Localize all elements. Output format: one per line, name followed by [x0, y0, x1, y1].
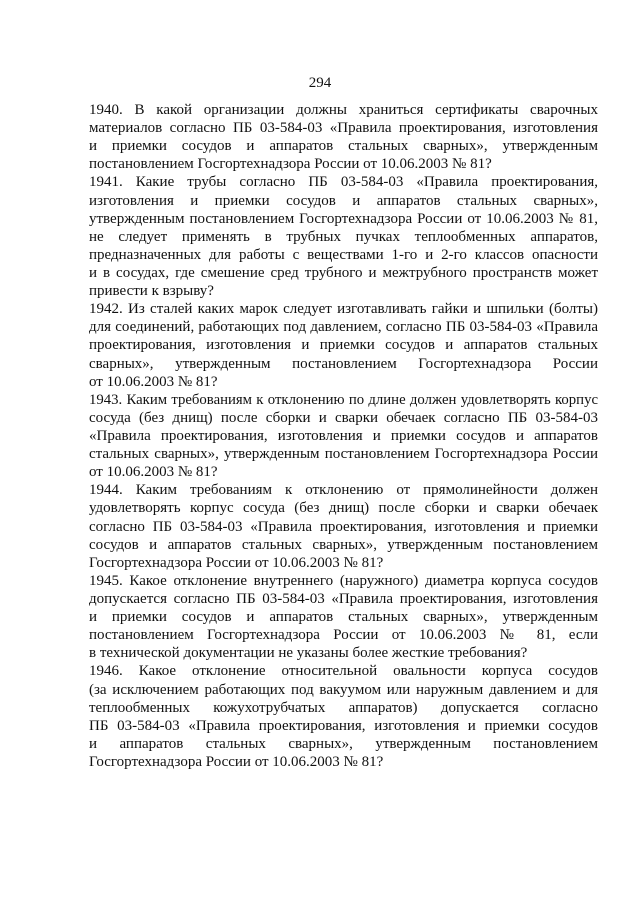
question-1942-line: 1942. Из сталей каких марок следует изготавливать гайки и шпильки (болты): [89, 301, 598, 318]
question-1941-line: не следует применять в трубных пучках теплообменных аппаратов,: [89, 228, 598, 245]
question-1944-line: удовлетворять корпус сосуда (без днищ) после сборки и сварки обечаек: [89, 500, 598, 517]
question-1940-line: постановлением Госгортехнадзора России от 10.06.2003 № 81?: [89, 156, 492, 173]
question-1940-line: и приемки сосудов и аппаратов стальных сварных», утвержденным: [89, 138, 598, 155]
question-1941: [89, 173, 598, 300]
question-1942-line: от 10.06.2003 № 81?: [89, 373, 218, 390]
question-1940-line: 1940. В какой организации должны храниться сертификаты сварочных: [89, 102, 598, 118]
question-1944-line: 1944. Каким требованиям к отклонению от прямолинейности должен: [89, 482, 598, 499]
question-1943-line: 1943. Каким требованиям к отклонению по длине должен удовлетворять корпус: [89, 391, 598, 408]
question-1941-line: предназначенных для работы с веществами 1-го и 2-го классов опасности: [89, 246, 598, 263]
question-1945-line: допускается согласно ПБ 03-584-03 «Правила проектирования, изготовления: [89, 590, 598, 607]
question-1946-line: и аппаратов стальных сварных», утвержденным постановлением: [89, 735, 598, 752]
question-1946-line: теплообменных кожухотрубчатых аппаратов) допускается согласно: [89, 699, 598, 716]
question-1942-line: сварных», утвержденным постановлением Госгортехнадзора России: [89, 355, 598, 372]
question-1946-line: Госгортехнадзора России от 10.06.2003 № 81?: [89, 753, 384, 770]
question-1944-line: Госгортехнадзора России от 10.06.2003 № 81?: [89, 554, 384, 571]
question-1946-line: (за исключением работающих под вакуумом или наружным давлением и для: [89, 681, 598, 698]
question-1940: [89, 101, 598, 173]
question-1943-line: «Правила проектирования, изготовления и приемки сосудов и аппаратов: [89, 427, 598, 444]
question-1945-line: постановлением Госгортехнадзора России от 10.06.2003 № 81, если: [89, 627, 598, 644]
question-1946: [89, 662, 598, 771]
question-1941-line: утвержденным постановлением Госгортехнадзора России от 10.06.2003 № 81,: [89, 210, 598, 227]
question-1941-line: и в сосудах, где смешение сред трубного и межтрубного пространств может: [89, 264, 598, 281]
question-1946-line: 1946. Какое отклонение относительной овальности корпуса сосудов: [89, 663, 598, 680]
question-1942-line: для соединений, работающих под давлением, согласно ПБ 03-584-03 «Правила: [89, 319, 598, 336]
question-1945-line: 1945. Какое отклонение внутреннего (наружного) диаметра корпуса сосудов: [89, 572, 598, 589]
question-1944-line: сосудов и аппаратов стальных сварных», утвержденным постановлением: [89, 536, 598, 553]
question-1945-line: в технической документации не указаны более жесткие требования?: [89, 645, 528, 662]
question-1942-line: проектирования, изготовления и приемки сосудов и аппаратов стальных: [89, 337, 598, 354]
question-1943: [89, 391, 598, 482]
question-1941-line: 1941. Какие трубы согласно ПБ 03-584-03 «Правила проектирования,: [89, 174, 598, 191]
question-1943-line: от 10.06.2003 № 81?: [89, 464, 218, 481]
question-list: [89, 101, 598, 771]
question-1940-line: материалов согласно ПБ 03-584-03 «Правила проектирования, изготовления: [89, 120, 598, 137]
question-1943-line: сосуда (без днищ) после сборки и сварки обечаек согласно ПБ 03-584-03: [89, 409, 598, 426]
question-1946-line: ПБ 03-584-03 «Правила проектирования, изготовления и приемки сосудов: [89, 717, 598, 734]
question-1945-line: и приемки сосудов и аппаратов стальных сварных», утвержденным: [89, 609, 598, 626]
question-1944: [89, 481, 598, 572]
question-1941-line: изготовления и приемки сосудов и аппаратов стальных сварных»,: [89, 192, 598, 209]
question-1945: [89, 572, 598, 663]
question-1944-line: согласно ПБ 03-584-03 «Правила проектирования, изготовления и приемки: [89, 518, 598, 535]
question-1942: [89, 300, 598, 391]
question-1941-line: привести к взрыву?: [89, 283, 214, 300]
page-number: 294: [308, 75, 332, 91]
question-1943-line: стальных сварных», утвержденным постановлением Госгортехнадзора России: [89, 446, 598, 463]
